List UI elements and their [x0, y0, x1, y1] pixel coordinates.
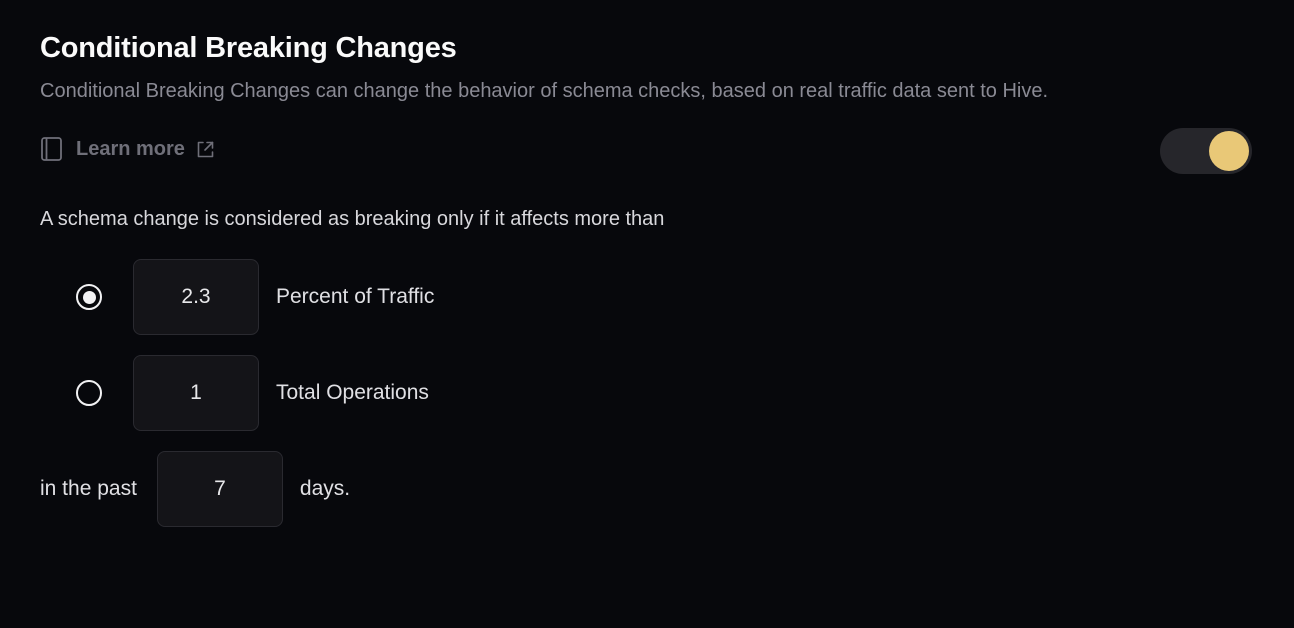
- period-lead-text: in the past: [40, 477, 137, 501]
- conditional-breaking-changes-toggle[interactable]: [1160, 128, 1252, 174]
- card-header-text: [40, 32, 1048, 106]
- book-icon: [40, 136, 64, 162]
- learn-more-link[interactable]: [40, 136, 214, 162]
- period-days-input[interactable]: [157, 451, 283, 527]
- period-row: [40, 451, 1254, 527]
- radio-operations[interactable]: [76, 380, 102, 406]
- period-trail-text: days.: [299, 477, 351, 501]
- external-link-icon: [197, 141, 214, 158]
- card-header: [40, 32, 1254, 106]
- option-row-percentage: [40, 249, 1254, 345]
- radio-percentage[interactable]: [76, 284, 102, 310]
- card-description: Conditional Breaking Changes can change the behavior of schema checks, based on real traffic data sent to Hive.: [40, 80, 1049, 103]
- toggle-knob: [1209, 131, 1249, 171]
- operations-label: Total Operations: [276, 381, 429, 405]
- radio-dot: [83, 291, 96, 304]
- operations-input[interactable]: [133, 355, 259, 431]
- percentage-label: Percent of Traffic: [276, 285, 435, 309]
- percentage-input[interactable]: [133, 259, 259, 335]
- toggle-container: [1160, 128, 1252, 174]
- page-title: Conditional Breaking Changes: [40, 32, 457, 64]
- option-row-operations: [40, 345, 1254, 441]
- learn-more-label: Learn more: [76, 137, 185, 160]
- breaking-change-options: [40, 249, 1254, 527]
- condition-sentence: A schema change is considered as breaking only if it affects more than: [40, 208, 665, 231]
